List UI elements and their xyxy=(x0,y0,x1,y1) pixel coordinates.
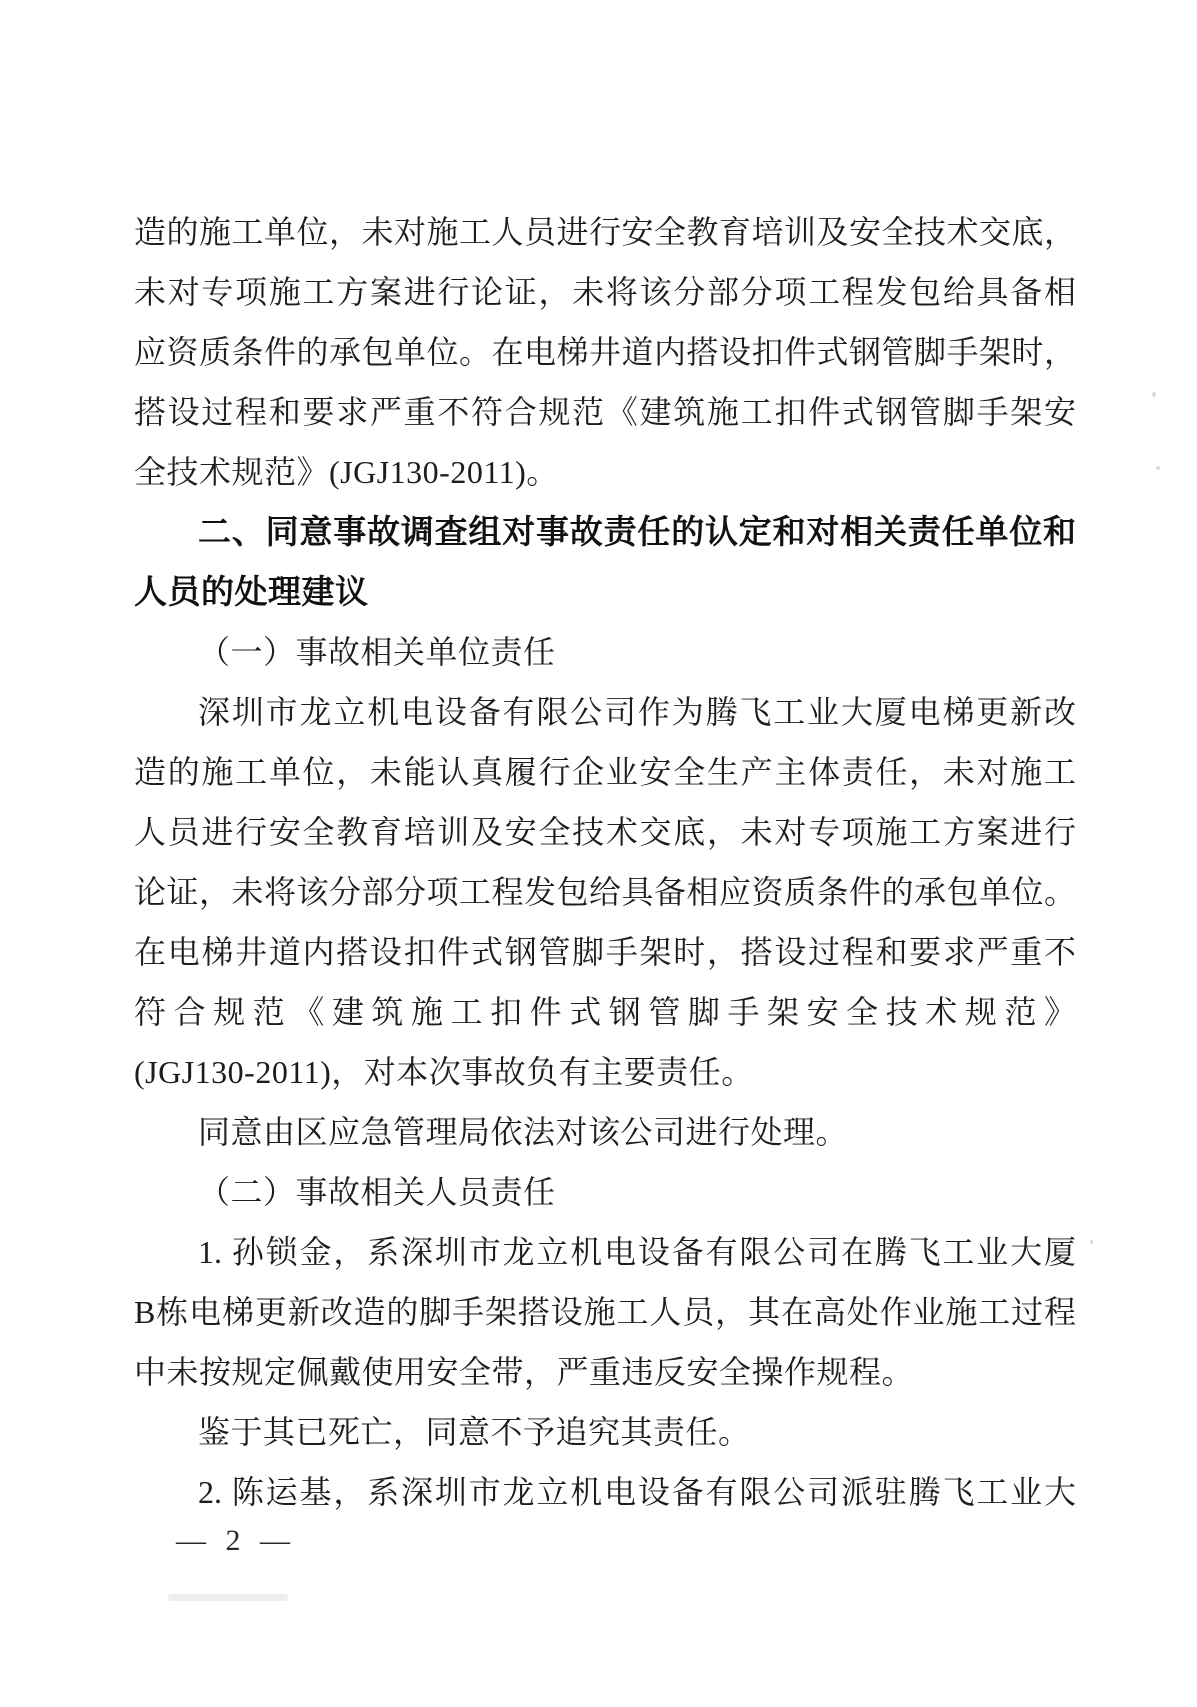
body-text-line: 鉴于其已死亡，同意不予追究其责任。 xyxy=(198,1414,751,1450)
body-text-line: 在电梯井道内搭设扣件式钢管脚手架时，搭设过程和要求严重不 xyxy=(134,934,1076,970)
page-number: — 2 — xyxy=(176,1524,296,1557)
body-text-line: 造的施工单位，未能认真履行企业安全生产主体责任，未对施工 xyxy=(134,754,1076,790)
body-text-line: 人员进行安全教育培训及安全技术交底，未对专项施工方案进行 xyxy=(134,814,1076,850)
body-text-line: 全技术规范》(JGJ130-2011)。 xyxy=(134,454,559,490)
body-text-line: 深圳市龙立机电设备有限公司作为腾飞工业大厦电梯更新改 xyxy=(198,694,1076,730)
scan-artifact xyxy=(1090,1240,1093,1244)
body-text-line: 中未按规定佩戴使用安全带，严重违反安全操作规程。 xyxy=(134,1354,915,1390)
body-text-line: 同意由区应急管理局依法对该公司进行处理。 xyxy=(198,1114,849,1150)
scan-artifact xyxy=(1152,392,1156,397)
body-text-line: 论证，未将该分部分项工程发包给具备相应资质条件的承包单位。 xyxy=(134,874,1076,910)
scan-artifact xyxy=(168,1594,288,1601)
body-text-line: B栋电梯更新改造的脚手架搭设施工人员，其在高处作业施工过程 xyxy=(134,1294,1076,1330)
body-text-line: （二）事故相关人员责任 xyxy=(198,1174,556,1210)
body-text-line: （一）事故相关单位责任 xyxy=(198,634,556,670)
body-text-line: (JGJ130-2011)，对本次事故负有主要责任。 xyxy=(134,1054,754,1090)
body-text-line: 符合规范《建筑施工扣件式钢管脚手架安全技术规范》 xyxy=(134,994,1076,1030)
body-text-line: 未对专项施工方案进行论证，未将该分部分项工程发包给具备相 xyxy=(134,274,1076,310)
body-text-line: 2. 陈运基，系深圳市龙立机电设备有限公司派驻腾飞工业大 xyxy=(198,1474,1076,1510)
body-text-line: 1. 孙锁金，系深圳市龙立机电设备有限公司在腾飞工业大厦 xyxy=(198,1234,1076,1270)
document-body xyxy=(134,202,1076,1522)
scan-artifact xyxy=(1156,466,1160,470)
section-heading-line: 人员的处理建议 xyxy=(134,573,369,610)
section-heading-line: 二、同意事故调查组对事故责任的认定和对相关责任单位和 xyxy=(198,513,1076,550)
body-text-line: 应资质条件的承包单位。在电梯井道内搭设扣件式钢管脚手架时， xyxy=(134,334,1076,370)
body-text-line: 搭设过程和要求严重不符合规范《建筑施工扣件式钢管脚手架安 xyxy=(134,394,1076,430)
body-text-line: 造的施工单位，未对施工人员进行安全教育培训及安全技术交底， xyxy=(134,214,1076,250)
